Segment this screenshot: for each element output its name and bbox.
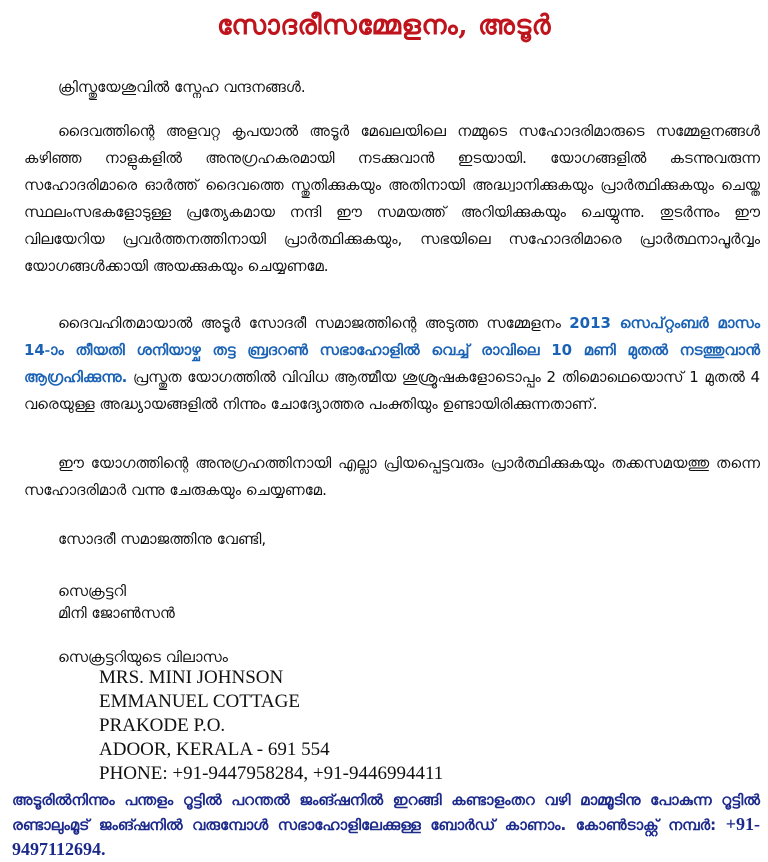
directions-paragraph — [12, 788, 760, 862]
address-line-phone: PHONE: +91-9447958284, +91-9446994411 — [99, 763, 444, 784]
paragraph-prayer-request: ഈ യോഗത്തിന്റെ അനുഗ്രഹത്തിനായി എല്ലാ പ്രിയപ്പെട്ടവരും പ്രാർത്ഥിക്കുകയും തക്കസമയത്തു തന്നെ സഹോദരിമാർ വന്നു ചേരുകയും ചെയ്യണമേ. — [24, 454, 760, 499]
paragraph-meeting-announcement — [24, 310, 760, 418]
address-block — [99, 666, 443, 786]
contact-number: +91-9497112694. — [12, 814, 760, 859]
address-line-city-pin: ADOOR, KERALA - 691 554 — [99, 739, 330, 760]
address-line-post-office: PRAKODE P.O. — [99, 715, 226, 736]
secretary-label: സെക്രട്ടറി — [58, 582, 126, 600]
secretary-name: മിനി ജോൺസൻ — [58, 604, 175, 622]
salutation: ക്രിസ്തുയേശുവിൽ സ്നേഹ വന്ദനങ്ങൾ. — [58, 78, 306, 96]
address-line-name: MRS. MINI JOHNSON — [99, 667, 284, 688]
meeting-program-text: പ്രസ്തുത യോഗത്തിൽ വിവിധ ആത്മീയ ശുശ്രൂഷകളോടൊപ്പം 2 തിമൊഥെയൊസ് 1 മുതൽ 4 വരെയുള്ള അദ്ധ്യായങ്ങളിൽ നിന്നും ചോദ്യോത്തര പംക്തിയും ഉണ്ടായിരിക്കുന്നതാണ്. — [24, 368, 760, 413]
meeting-intro-text: ദൈവഹിതമായാൽ അടൂർ സോദരീ സമാജത്തിന്റെ അടുത്ത സമ്മേളനം — [58, 314, 570, 332]
document-title: സോദരീസമ്മേളനം, അടൂർ — [216, 10, 552, 41]
address-heading: സെക്രട്ടറിയുടെ വിലാസം — [58, 648, 228, 666]
directions-text: അടൂരിൽനിന്നും പന്തളം റൂട്ടിൽ പറന്തൽ ജംങ്ഷനിൽ ഇറങ്ങി കണ്ടാളംതറ വഴി മാമ്മൂടിനു പോകുന്ന റൂട്ടിൽ രണ്ടാലുംമൂട് ജംങ്ഷനിൽ വരുമ്പോൾ സഭാഹോളിലേക്കുള്ള ബോർഡ് കാണാം. കോൺടാക്റ്റ് നമ്പർ: — [12, 791, 760, 834]
address-line-house: EMMANUEL COTTAGE — [99, 691, 300, 712]
meeting-date-venue-highlight: 2013 സെപ്റ്റംബർ മാസം 14-ാം തീയതി ശനിയാഴ്ച തട്ട ബ്രദറൺ സഭാഹോളിൽ വെച്ച് രാവിലെ 10 മണി മുതൽ നടത്തുവാൻ ആഗ്രഹിക്കുന്നു. — [24, 314, 760, 386]
on-behalf-line: സോദരീ സമാജത്തിനു വേണ്ടി, — [58, 530, 267, 548]
paragraph-thanks: ദൈവത്തിന്റെ അളവറ്റ കൃപയാൽ അടൂർ മേഖലയിലെ നമ്മുടെ സഹോദരിമാരുടെ സമ്മേളനങ്ങൾ കഴിഞ്ഞ നാളുകളിൽ അനുഗ്രഹകരമായി നടക്കുവാൻ ഇടയായി. യോഗങ്ങളിൽ കടന്നുവരുന്ന സഹോദരിമാരെ ഓർത്ത് ദൈവത്തെ സ്തുതിക്കുകയും അതിനായി അദ്ധ്വാനിക്കുകയും പ്രാർത്ഥിക്കുകയും ചെയ്ത സ്ഥലംസഭകളോടുള്ള പ്രത്യേകമായ നന്ദി ഈ സമയത്ത് അറിയിക്കുകയും ചെയ്യുന്നു. തുടർന്നും ഈ വിലയേറിയ പ്രവർത്തനത്തിനായി പ്രാർത്ഥിക്കുകയും, സഭയിലെ സഹോദരിമാരെ പ്രാർത്ഥനാപൂർവ്വം യോഗങ്ങൾക്കായി അയക്കുകയും ചെയ്യണമേ. — [24, 122, 760, 275]
